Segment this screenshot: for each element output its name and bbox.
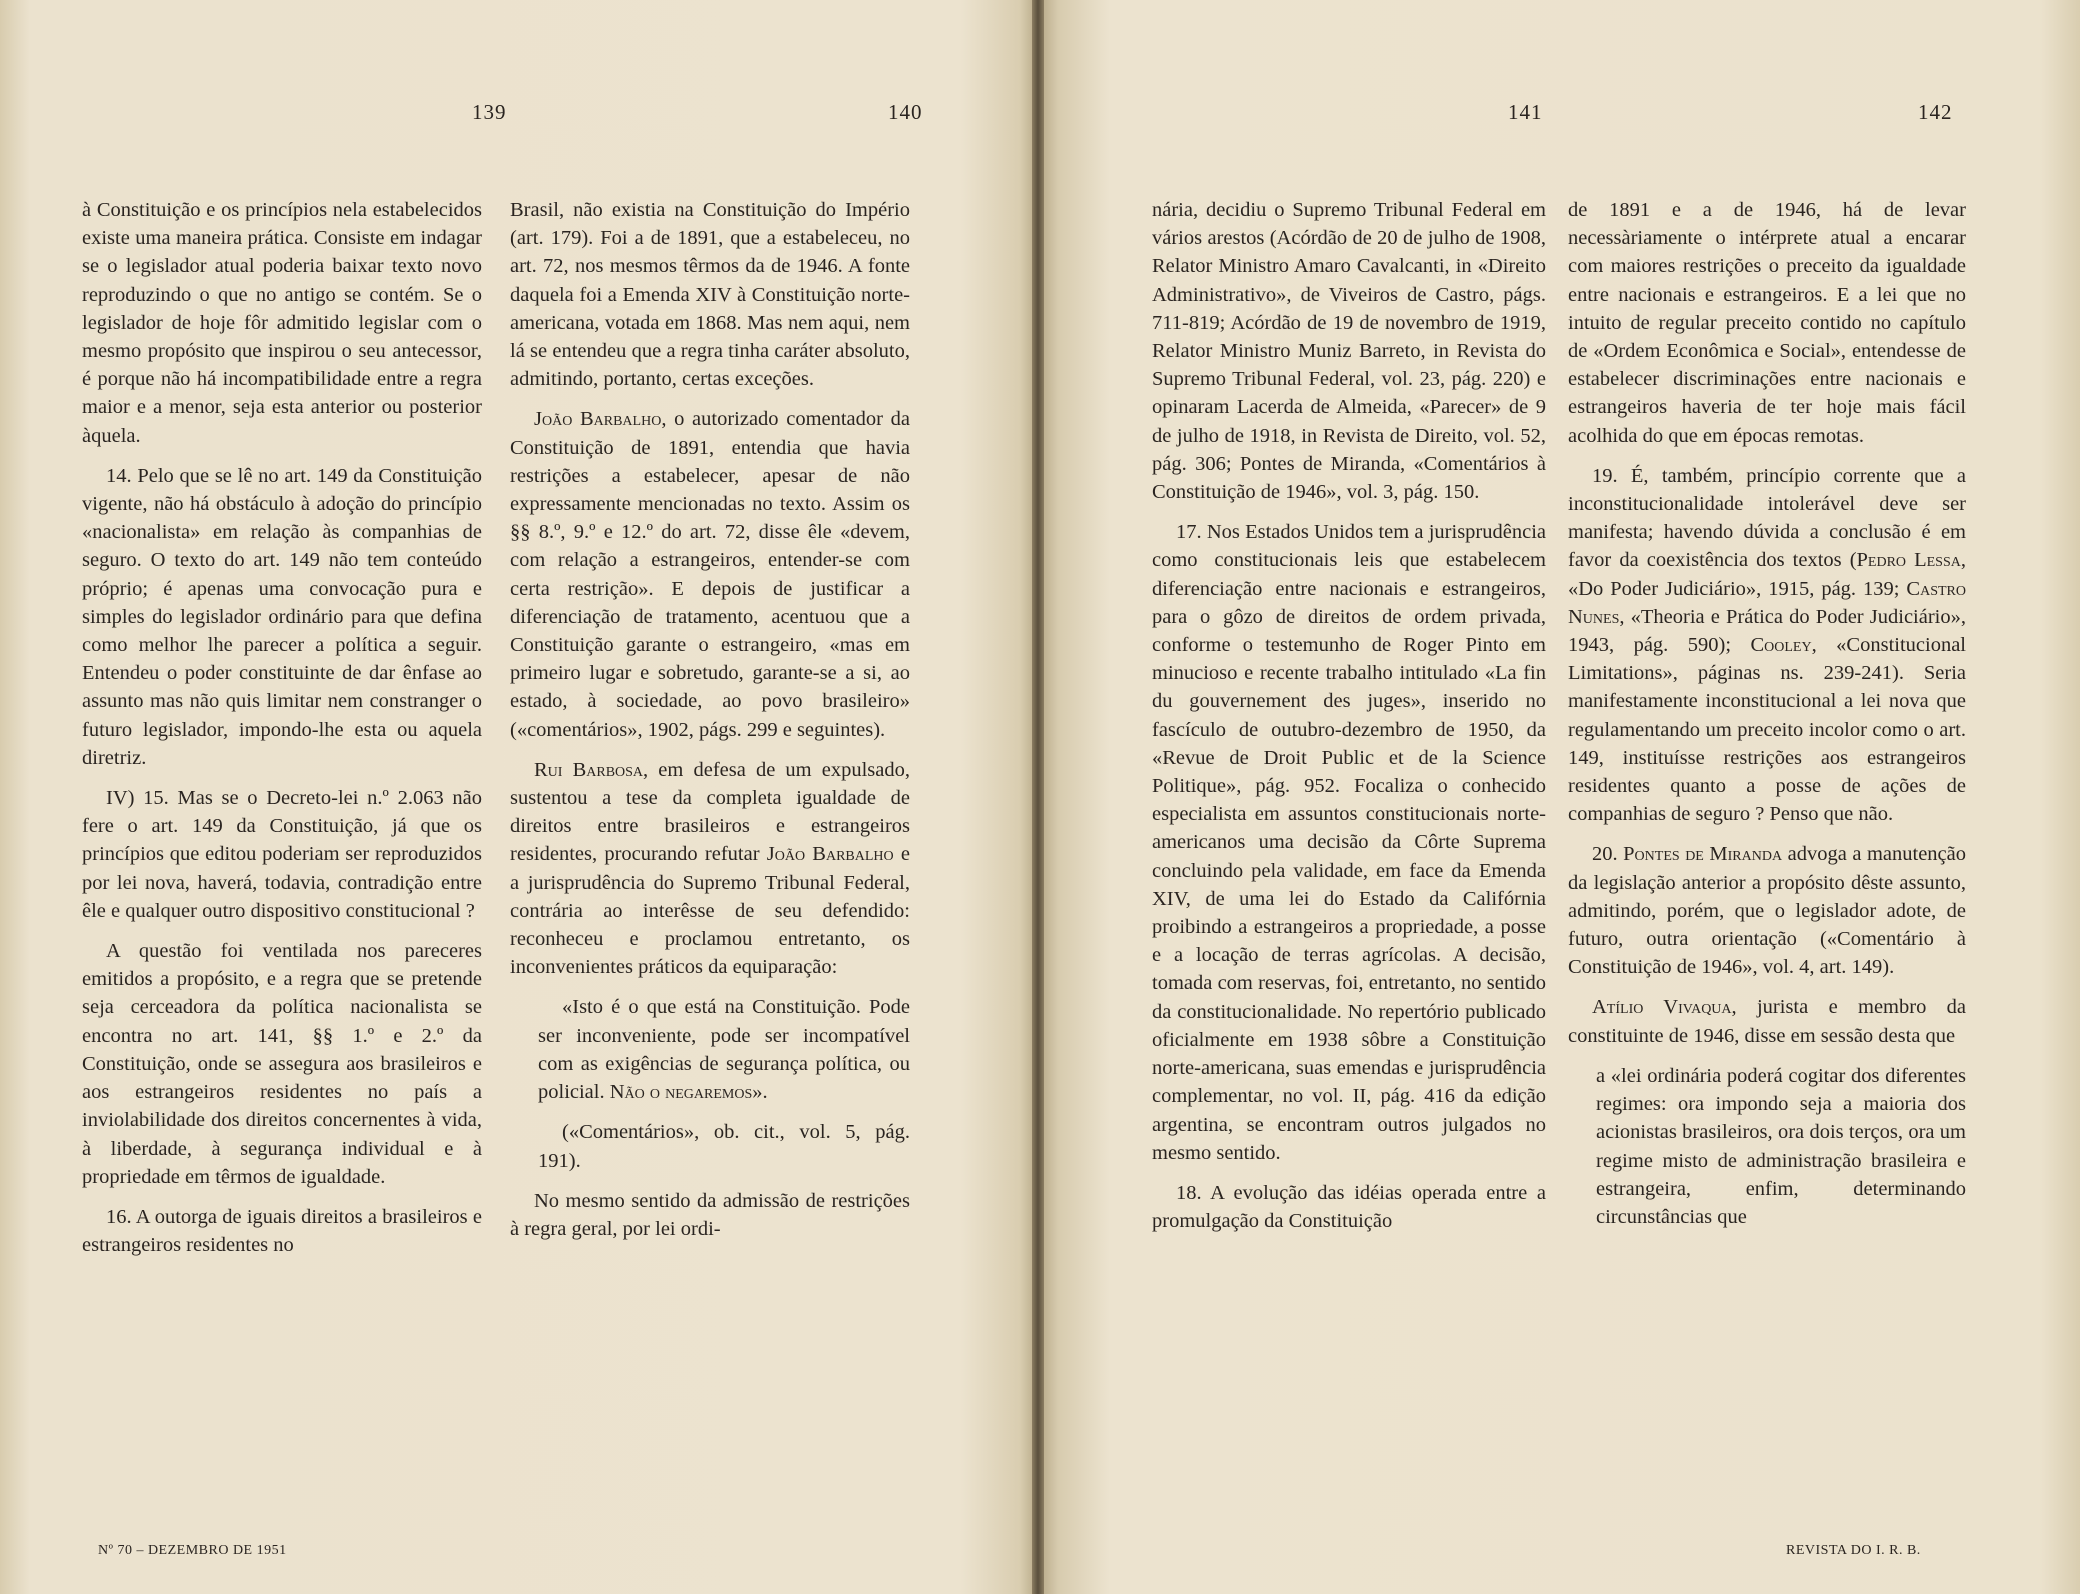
author-name: Rui Barbosa	[534, 758, 644, 781]
author-name: João Barbalho	[534, 408, 662, 431]
paragraph-text: , «Constitucional Limitations», páginas ns. 239-241). Seria manifestamente inconstitucional a lei nova que regulamentando um preceito incolor como o art. 149, instituísse restrições aos estrangeiros residentes quanto a posse de ações de companhias de seguro ? Penso que não.	[1568, 634, 1966, 826]
block-quote: a «lei ordinária poderá cogitar dos diferentes regimes: ora impondo seja a maioria dos acionistas brasileiros, ora dois terços, ora um regime misto de administração brasileira e estrangeira, enfim, determinando circunstâncias que	[1596, 1064, 1966, 1228]
column-page-139	[82, 196, 482, 1271]
paragraph: à Constituição e os princípios nela estabelecidos existe uma maneira prática. Consiste em indagar se o legislador atual poderia baixar texto novo reproduzindo o que no antigo se contém. Se o legislador de hoje fôr admitido legislar com o mesmo propósito que inspirou o seu antecessor, é porque não há incompatibilidade entre a regra maior e a menor, seja esta anterior ou posterior àquela.	[82, 199, 482, 447]
paragraph-19	[1568, 462, 1966, 829]
page-number-140: 140	[888, 100, 923, 124]
paragraph-barbosa	[510, 756, 910, 982]
author-name: Pontes de Miranda	[1623, 843, 1783, 866]
quote-caps: Não o negaremos»	[609, 1081, 763, 1104]
page-number-142: 142	[1918, 100, 1953, 124]
paragraph-text: 20.	[1592, 843, 1624, 866]
quote-text: «Isto é o que está na Constituição. Pode ser inconveniente, pode ser incompatível com as exigências de segurança política, ou policial.	[538, 996, 910, 1104]
block-quote	[538, 993, 910, 1106]
paragraph-17: 17. Nos Estados Unidos tem a jurisprudência como constitucionais leis que estabelecem diferenciação entre nacionais e estrangeiros, para o gôzo de direitos de ordem privada, conforme o testemunho de Roger Pinto em minucioso e recente trabalho intitulado «La fin du gouvernement des juges», inserido no fascículo de outubro-dezembro de 1950, da «Revue de Droit Public et de la Science Politique», pág. 952. Focaliza o conhecido especialista em assuntos constitucionais norte-americanos uma decisão da Côrte Suprema concluindo pela validade, em face da Emenda XIV, de uma lei do Estado da Califórnia proibindo a estrangeiros a propriedade, a posse e a locação de terras agrícolas. A decisão, tomada com reservas, foi, entretanto, no sentido da constitucionalidade. No repertório publicado oficialmente em 1938 sôbre a Constituição norte-americana, suas emendas e jurisprudência complementar, no vol. II, pág. 416 da edição argentina, se encontram outros julgados no mesmo sentido.	[1152, 521, 1546, 1164]
paragraph-text: , «Theoria e Prática do Poder Judiciário», 1943, pág. 590);	[1568, 605, 1966, 657]
paragraph: nária, decidiu o Supremo Tribunal Federal em vários arestos (Acórdão de 20 de julho de 1908, Relator Ministro Amaro Cavalcanti, in «Direito Administrativo», de Viveiros de Castro, págs. 711-819; Acórdão de 19 de novembro de 1919, Relator Ministro Muniz Barreto, in Revista do Supremo Tribunal Federal, vol. 23, pág. 220) e opinaram Lacerda de Almeida, «Parecer» de 9 de julho de 1918, in Revista de Direito, vol. 52, pág. 306; Pontes de Miranda, «Comentários à Constituição de 1946», vol. 3, pág. 150.	[1152, 199, 1546, 504]
page-number-139: 139	[472, 100, 507, 124]
column-page-142	[1568, 196, 1966, 1243]
column-page-140	[510, 196, 910, 1255]
author-name: Cooley	[1750, 634, 1812, 657]
paragraph-text: , «Do Poder Judiciário», 1915, pág. 139;	[1568, 549, 1966, 600]
paragraph-16: 16. A outorga de iguais direitos a brasileiros e estrangeiros residentes no	[82, 1205, 482, 1257]
paragraph: No mesmo sentido da admissão de restrições à regra geral, por lei ordi-	[510, 1189, 910, 1240]
paragraph-text: , jurista e membro da constituinte de 1946, disse em sessão desta que	[1568, 996, 1966, 1047]
quote-end: .	[762, 1081, 768, 1104]
author-name: Atílio Vivaqua	[1592, 996, 1732, 1019]
quote-citation: («Comentários», ob. cit., vol. 5, pág. 191).	[538, 1121, 910, 1172]
paragraph-text: , o autorizado comentador da Constituição de 1891, entendia que havia restrições a estabelecer, apesar de não expressamente mencionadas no texto. Assim os §§ 8.º, 9.º e 12.º do art. 72, disse êle «devem, com relação a estrangeiros, entender-se com certa restrição». E depois de justificar a diferenciação de tratamento, acentuou que a Constituição garante o estrangeiro, «mas em primeiro lugar e sobretudo, garante-se a si, ao estado, à sociedade, ao povo brasileiro» («comentários», 1902, págs. 299 e seguintes).	[510, 408, 910, 741]
paragraph-text: advoga a manutenção da legislação anterior a propósito dêste assunto, admitindo, porém, que o legislador adote, de futuro, outra orientação («Comentário à Constituição de 1946», vol. 4, art. 149).	[1568, 843, 1966, 979]
paragraph-15: IV) 15. Mas se o Decreto-lei n.º 2.063 não fere o art. 149 da Constituição, já que os princípios que editou poderiam ser reproduzidos por lei nova, haverá, todavia, contradição entre êle e qualquer outro dispositivo constitucional ?	[82, 787, 482, 922]
paragraph-20	[1568, 840, 1966, 981]
page-number-141: 141	[1508, 100, 1543, 124]
column-page-141	[1152, 196, 1546, 1247]
author-name: João Barbalho	[766, 843, 894, 866]
footer-issue: Nº 70 – DEZEMBRO DE 1951	[98, 1543, 287, 1558]
paragraph-text: e a jurisprudência do Supremo Tribunal Federal, contrária ao interêsse de seu defendido: reconheceu e proclamou entretanto, os inconvenientes práticos da equiparação:	[510, 843, 910, 979]
paragraph: Brasil, não existia na Constituição do Império (art. 179). Foi a de 1891, que a estabeleceu, no art. 72, nos mesmos têrmos da de 1946. A fonte daquela foi a Emenda XIV à Constituição norte-americana, votada em 1868. Mas nem aqui, nem lá se entendeu que a regra tinha caráter absoluto, admitindo, portanto, certas exceções.	[510, 199, 910, 391]
paragraph-14: 14. Pelo que se lê no art. 149 da Constituição vigente, não há obstáculo à adoção do princípio «nacionalista» em relação às companhias de seguro. O texto do art. 149 não tem conteúdo próprio; é apenas uma convocação pura e simples do legislador ordinário para que defina como melhor lhe parecer a política a seguir. Entendeu o poder constituinte de dar ênfase ao assunto mas não quis limitar nem constranger o futuro legislador, impondo-lhe esta ou aquela diretriz.	[82, 464, 482, 769]
paragraph-18: 18. A evolução das idéias operada entre a promulgação da Constituição	[1152, 1181, 1546, 1233]
paragraph-text: , em defesa de um expulsado, sustentou a tese da completa igualdade de direitos entre brasileiros e estrangeiros residentes, procurando refutar	[510, 758, 910, 866]
footer-journal: REVISTA DO I. R. B.	[1786, 1543, 1921, 1558]
paragraph-text: 19. É, também, princípio corrente que a inconstitucionalidade intolerável deve ser manifesta; havendo dúvida a conclusão é em favor da coexistência dos textos (	[1568, 464, 1966, 572]
paragraph-barbalho	[510, 405, 910, 743]
paragraph: de 1891 e a de 1946, há de levar necessàriamente o intérprete atual a encarar com maiores restrições o preceito da igualdade entre nacionais e estrangeiros. E a lei que no intuito de regular preceito contido no capítulo de «Ordem Econômica e Social», entendesse de estabelecer discriminações entre nacionais e estrangeiros haveria de ter hoje mais fácil acolhida do que em épocas remotas.	[1568, 199, 1966, 447]
book-gutter	[1032, 0, 1044, 1594]
author-name: Pedro Lessa	[1856, 549, 1961, 572]
paragraph: A questão foi ventilada nos pareceres emitidos a propósito, e a regra que se pretende seja cerceadora da política nacionalista se encontra no art. 141, §§ 1.º e 2.º da Constituição, onde se assegura aos brasileiros e aos estrangeiros residentes no país a inviolabilidade dos direitos concernentes à vida, à liberdade, à segurança individual e à propriedade em têrmos de igualdade.	[82, 940, 482, 1188]
paragraph-vivaqua	[1568, 993, 1966, 1049]
author-name: Castro Nunes	[1568, 577, 1966, 628]
